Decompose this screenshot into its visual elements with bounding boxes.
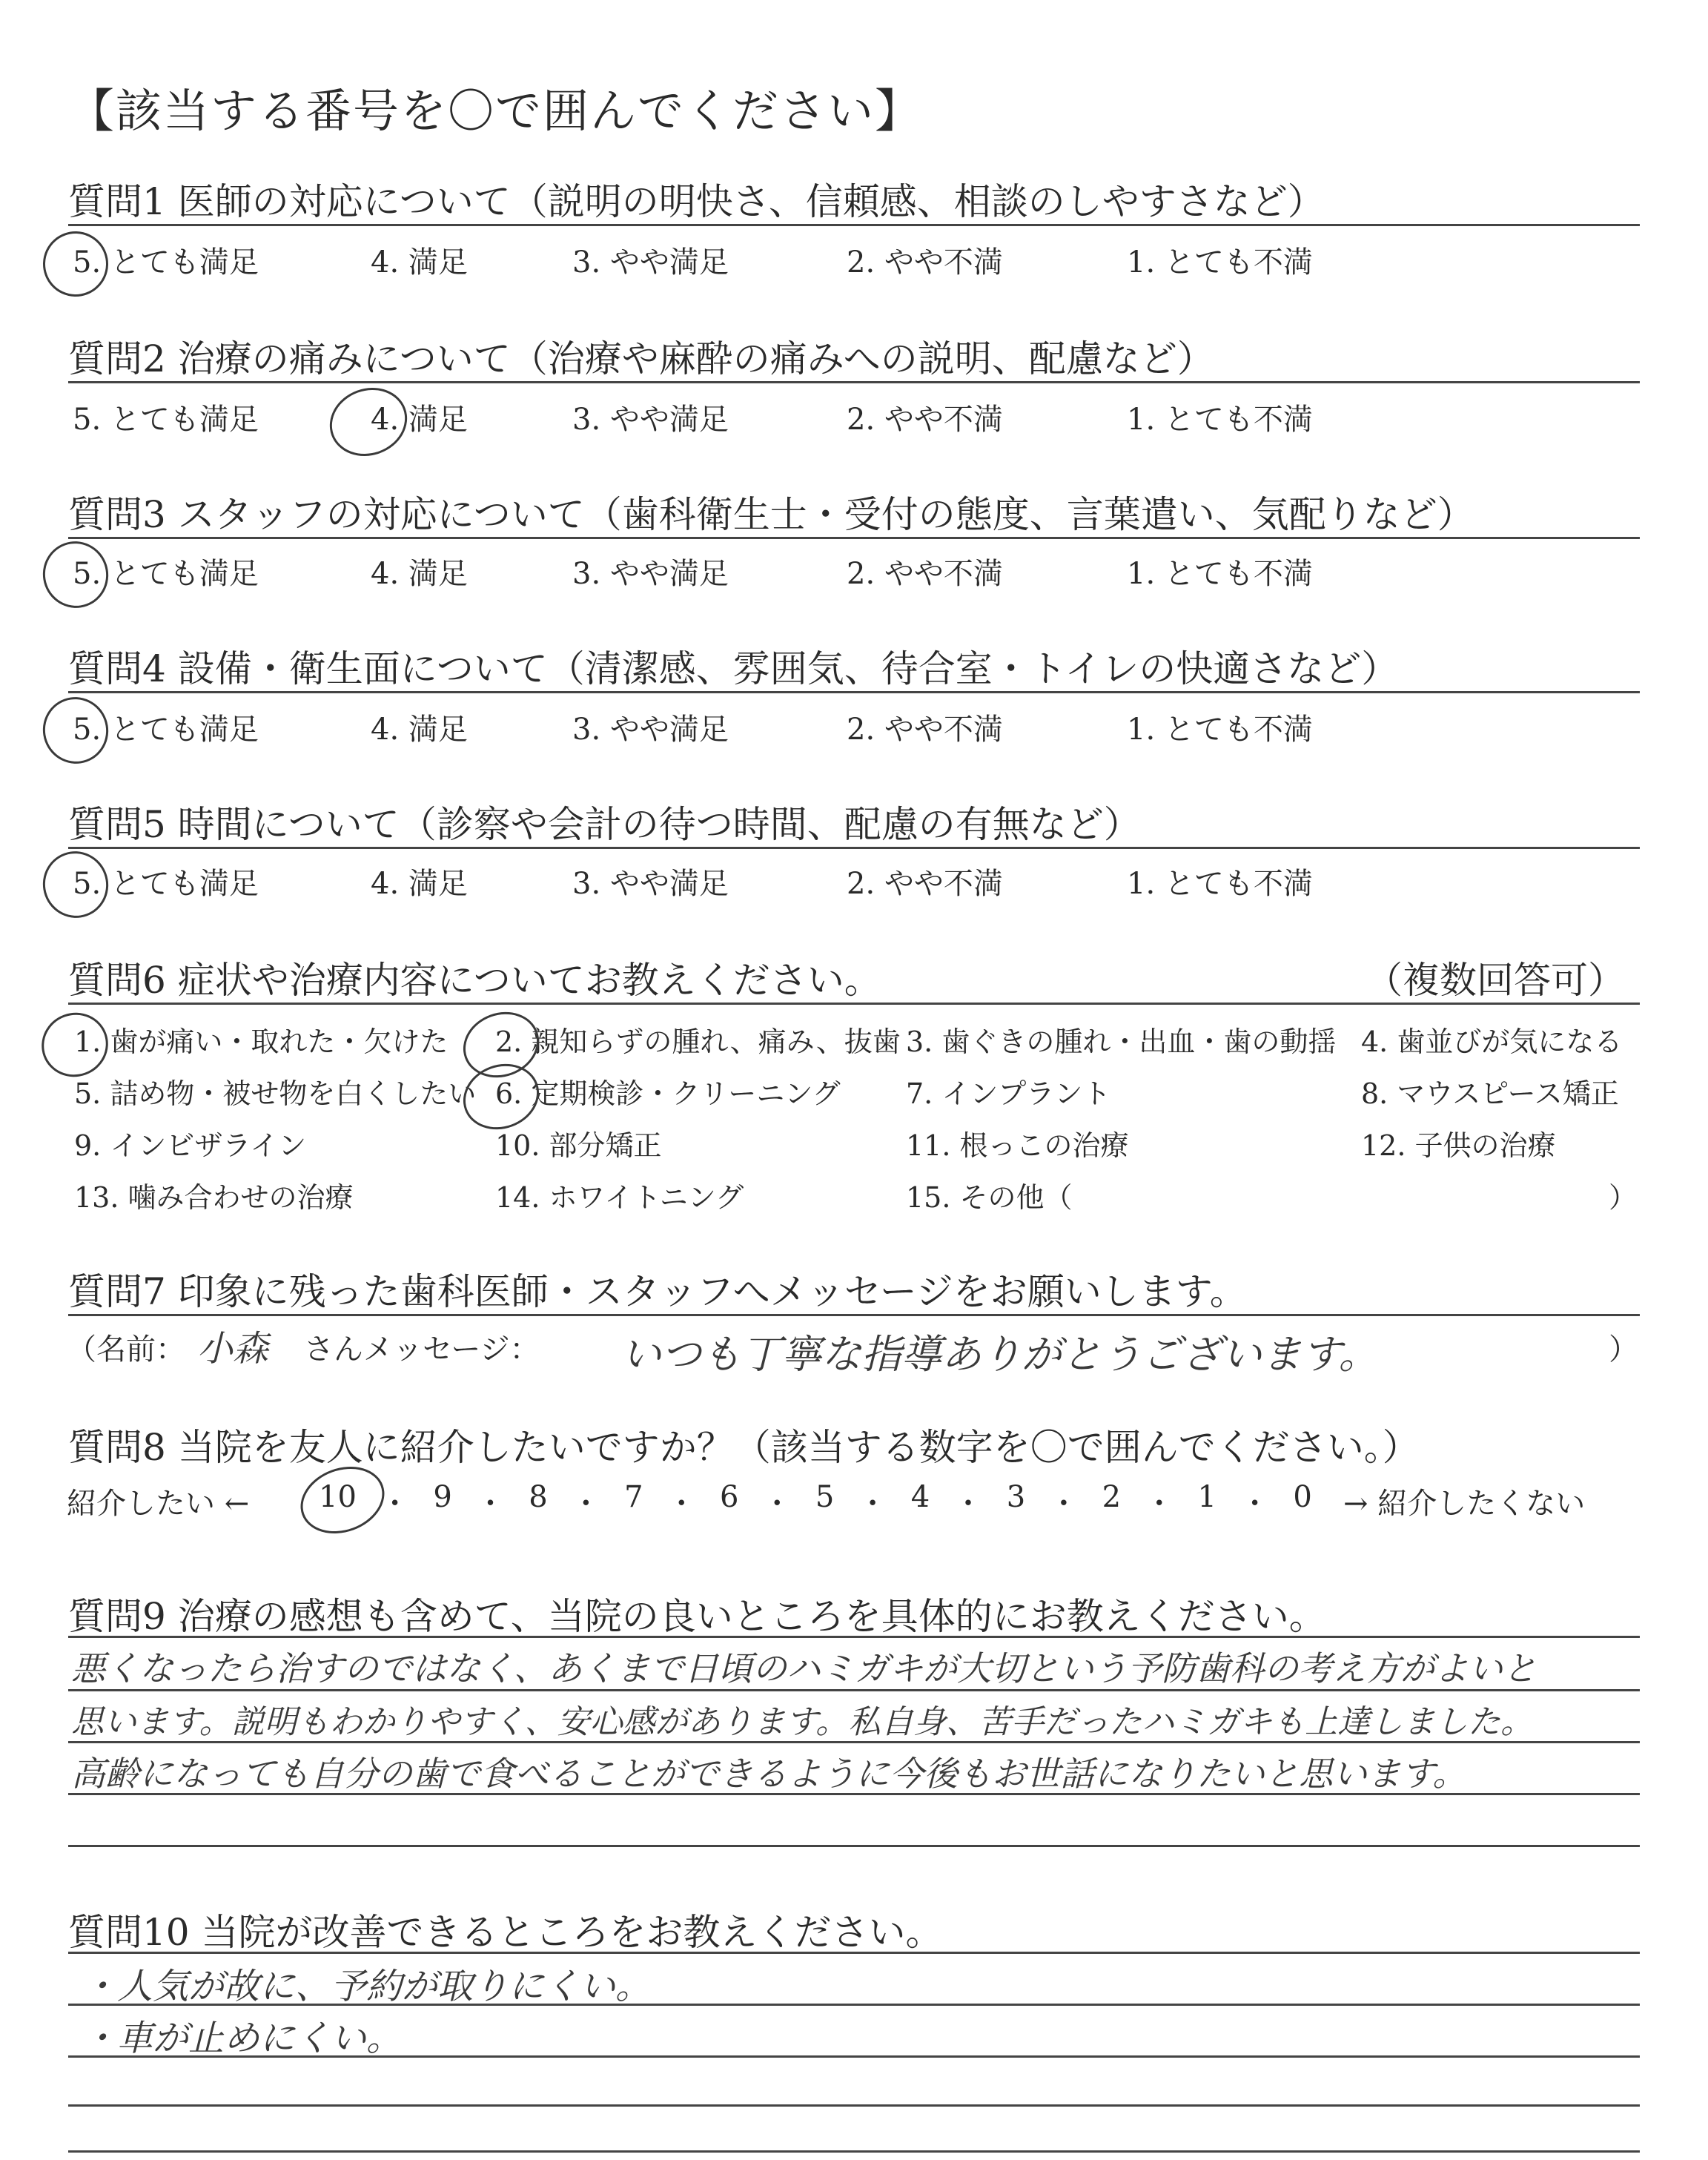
question-7-label: 質問7 印象に残った歯科医師・スタッフへメッセージをお願いします。 <box>68 1270 1247 1313</box>
q10-answer-line-2[interactable]: ・車が止めにくい。 <box>82 2018 403 2059</box>
q8-scale-dot: ・ <box>475 1487 506 1521</box>
q8-scale-10[interactable]: 10 <box>319 1480 357 1514</box>
q4-selection-circle <box>33 688 117 773</box>
question-2-label: 質問2 治療の痛みについて（治療や麻酔の痛みへの説明、配慮など） <box>68 337 1214 380</box>
q5-option-5[interactable]: 5. とても満足 <box>73 867 259 901</box>
q10-line-1 <box>68 1952 1640 1954</box>
q1-option-3[interactable]: 3. やや満足 <box>572 245 729 280</box>
question-6-underline <box>68 1003 1640 1005</box>
q6-option-14[interactable]: 14. ホワイトニング <box>495 1181 744 1214</box>
q6-option-11[interactable]: 11. 根っこの治療 <box>906 1129 1129 1162</box>
question-6-note: （複数回答可） <box>1366 959 1625 1002</box>
question-4-underline <box>68 691 1640 693</box>
question-5-underline <box>68 847 1640 849</box>
q4-option-4[interactable]: 4. 満足 <box>371 713 468 747</box>
q8-scale-dot: ・ <box>1048 1487 1079 1521</box>
question-5-label: 質問5 時間について（診察や会計の待つ時間、配慮の有無など） <box>68 803 1141 846</box>
q4-option-5[interactable]: 5. とても満足 <box>73 713 259 747</box>
q6-option-7[interactable]: 7. インプラント <box>906 1077 1111 1110</box>
q8-scale-7[interactable]: 7 <box>624 1480 643 1514</box>
q6-option-12[interactable]: 12. 子供の治療 <box>1361 1129 1556 1162</box>
q1-option-1[interactable]: 1. とても不満 <box>1127 245 1313 280</box>
q7-name-value[interactable]: 小森 <box>197 1328 269 1370</box>
q3-option-2[interactable]: 2. やや不満 <box>847 557 1003 591</box>
q8-scale-4[interactable]: 4 <box>910 1480 930 1514</box>
q5-option-2[interactable]: 2. やや不満 <box>847 867 1003 901</box>
q6-option-8[interactable]: 8. マウスピース矯正 <box>1361 1077 1619 1110</box>
question-3-underline <box>68 537 1640 539</box>
q2-option-2[interactable]: 2. やや不満 <box>847 403 1003 437</box>
q8-scale-dot: ・ <box>666 1487 697 1521</box>
q6-option-6[interactable]: 6. 定期検診・クリーニング <box>495 1077 841 1110</box>
question-1-underline <box>68 224 1640 226</box>
q4-option-3[interactable]: 3. やや満足 <box>572 713 729 747</box>
q2-selection-circle <box>320 377 417 467</box>
q7-name-prefix: （名前： <box>67 1332 185 1367</box>
question-4-label: 質問4 設備・衛生面について（清潔感、雰囲気、待合室・トイレの快適さなど） <box>68 647 1399 690</box>
q3-option-1[interactable]: 1. とても不満 <box>1127 557 1313 591</box>
q8-scale <box>319 1480 1312 1522</box>
question-9-label: 質問9 治療の感想も含めて、当院の良いところを具体的にお教えください。 <box>68 1595 1326 1638</box>
q6-option-4[interactable]: 4. 歯並びが気になる <box>1361 1025 1623 1058</box>
q5-selection-circle <box>33 842 117 928</box>
q6-option-3[interactable]: 3. 歯ぐきの腫れ・出血・歯の動揺 <box>906 1025 1337 1058</box>
q8-scale-5[interactable]: 5 <box>815 1480 835 1514</box>
q3-option-3[interactable]: 3. やや満足 <box>572 557 729 591</box>
q1-option-2[interactable]: 2. やや不満 <box>847 245 1003 280</box>
q7-close-paren: ） <box>1609 1332 1638 1367</box>
survey-title: 【該当する番号を〇で囲んでください】 <box>68 84 923 138</box>
q10-line-4 <box>68 2104 1640 2107</box>
q2-option-4[interactable]: 4. 満足 <box>371 403 468 437</box>
q1-selection-circle <box>34 222 118 306</box>
question-2-underline <box>68 381 1640 383</box>
question-10-label: 質問10 当院が改善できるところをお教えください。 <box>68 1911 943 1954</box>
q1-option-5[interactable]: 5. とても満足 <box>73 245 259 280</box>
q8-scale-dot: ・ <box>1144 1487 1174 1521</box>
q9-line-5 <box>68 1845 1640 1847</box>
q5-option-3[interactable]: 3. やや満足 <box>572 867 729 901</box>
q8-scale-1[interactable]: 1 <box>1197 1480 1217 1514</box>
q6-option-1[interactable]: 1. 歯が痛い・取れた・欠けた <box>74 1025 448 1058</box>
q8-scale-dot: ・ <box>571 1487 601 1521</box>
q3-option-4[interactable]: 4. 満足 <box>371 557 468 591</box>
question-7-underline <box>68 1314 1640 1316</box>
q8-scale-9[interactable]: 9 <box>433 1480 452 1514</box>
q7-message[interactable]: いつも丁寧な指導ありがとうございます。 <box>621 1331 1379 1378</box>
question-1-label: 質問1 医師の対応について（説明の明快さ、信頼感、相談のしやすさなど） <box>68 180 1325 223</box>
q8-left-label: 紹介したい ← <box>67 1487 250 1521</box>
question-6-label: 質問6 症状や治療内容についてお教えください。 <box>68 959 881 1002</box>
q9-line-1 <box>68 1636 1640 1638</box>
q3-selection-circle <box>33 532 117 618</box>
question-8-label: 質問8 当院を友人に紹介したいですか？（該当する数字を〇で囲んでください。） <box>68 1426 1420 1469</box>
q9-answer-line-2[interactable]: 思います。説明もわかりやすく、安心感があります。私自身、苦手だったハミガキも上達しました。 <box>71 1703 1534 1741</box>
q8-scale-6[interactable]: 6 <box>720 1480 739 1514</box>
q8-scale-8[interactable]: 8 <box>529 1480 548 1514</box>
q6-option-15[interactable]: 15. その他（ <box>906 1181 1073 1214</box>
q9-answer-line-1[interactable]: 悪くなったら治すのではなく、あくまで日頃のハミガキが大切という予防歯科の考え方がよいと <box>71 1648 1537 1688</box>
q6-option-5[interactable]: 5. 詰め物・被せ物を白くしたい <box>74 1077 477 1110</box>
q8-scale-dot: ・ <box>1239 1487 1270 1521</box>
q6-option-15-close: ） <box>1609 1181 1638 1214</box>
q5-option-4[interactable]: 4. 満足 <box>371 867 468 901</box>
q5-option-1[interactable]: 1. とても不満 <box>1127 867 1313 901</box>
q8-scale-dot: ・ <box>858 1487 888 1521</box>
q1-option-4[interactable]: 4. 満足 <box>371 245 468 280</box>
q6-option-9[interactable]: 9. インビザライン <box>74 1129 307 1162</box>
q8-scale-dot: ・ <box>380 1487 410 1521</box>
q8-scale-3[interactable]: 3 <box>1006 1480 1026 1514</box>
question-3-label: 質問3 スタッフの対応について（歯科衛生士・受付の態度、言葉遣い、気配りなど） <box>68 493 1474 536</box>
q6-option-10[interactable]: 10. 部分矯正 <box>495 1129 662 1162</box>
q6-option-13[interactable]: 13. 噛み合わせの治療 <box>74 1181 354 1214</box>
q3-option-5[interactable]: 5. とても満足 <box>73 557 259 591</box>
q8-scale-0[interactable]: 0 <box>1293 1480 1312 1514</box>
q6-option-2[interactable]: 2. 親知らずの腫れ、痛み、抜歯 <box>495 1025 901 1058</box>
q10-line-5 <box>68 2150 1640 2153</box>
q2-option-3[interactable]: 3. やや満足 <box>572 403 729 437</box>
q2-option-1[interactable]: 1. とても不満 <box>1127 403 1313 437</box>
q2-option-5[interactable]: 5. とても満足 <box>73 403 259 437</box>
q7-name-suffix: さんメッセージ： <box>304 1332 540 1367</box>
q8-scale-dot: ・ <box>762 1487 792 1521</box>
q8-right-label: → 紹介したくない <box>1343 1487 1586 1521</box>
q10-answer-line-1[interactable]: ・人気が故に、予約が取りにくい。 <box>82 1966 652 2007</box>
q4-option-2[interactable]: 2. やや不満 <box>847 713 1003 747</box>
q4-option-1[interactable]: 1. とても不満 <box>1127 713 1313 747</box>
q8-scale-dot: ・ <box>953 1487 983 1521</box>
q8-scale-2[interactable]: 2 <box>1102 1480 1122 1514</box>
q9-answer-line-3[interactable]: 高齢になっても自分の歯で食べることができるように今後もお世話になりたいと思います。 <box>71 1754 1467 1794</box>
